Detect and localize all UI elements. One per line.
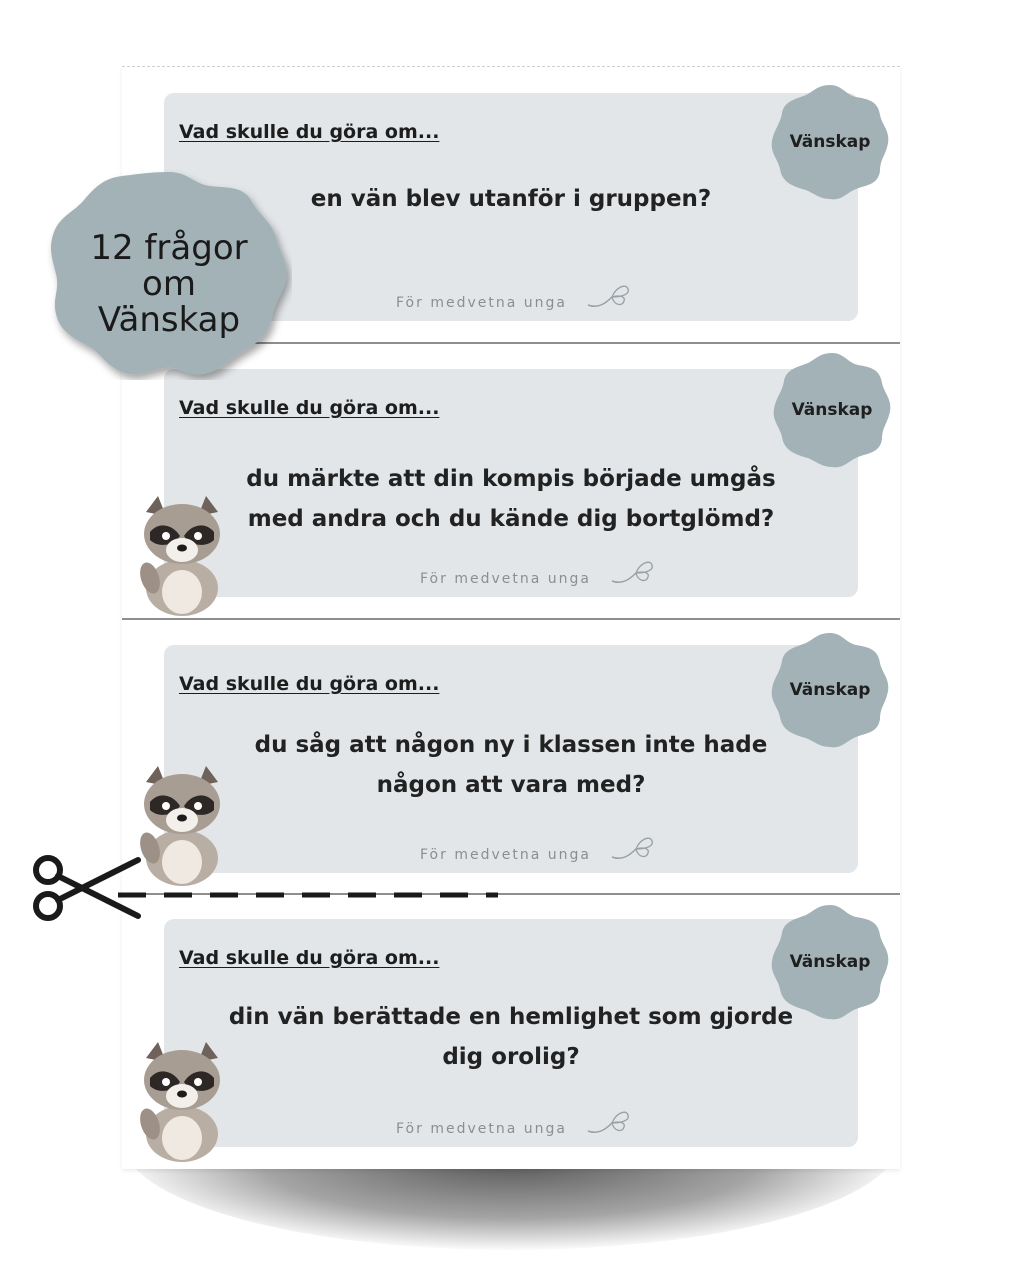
cut-line — [118, 892, 498, 898]
butterfly-icon — [610, 555, 662, 589]
category-badge — [768, 629, 892, 751]
title-stamp — [46, 168, 292, 380]
category-label: Vänskap — [791, 400, 873, 420]
category-badge — [768, 901, 892, 1023]
category-label: Vänskap — [789, 680, 871, 700]
question-line: din vän berättade en hemlighet som gjorde — [228, 1004, 794, 1030]
butterfly-icon — [586, 1105, 638, 1139]
category-label: Vänskap — [789, 132, 871, 152]
question-line: en vän blev utanför i gruppen? — [310, 186, 712, 212]
footer-text: För medvetna unga — [396, 295, 567, 311]
card-footer — [420, 847, 591, 863]
footer-text: För medvetna unga — [420, 571, 591, 587]
category-badge — [770, 349, 894, 471]
butterfly-icon — [610, 831, 662, 865]
question-line: någon att vara med? — [376, 772, 646, 798]
card-question — [224, 459, 798, 539]
stamp-text — [46, 230, 292, 338]
question-line: med andra och du kände dig bortglömd? — [247, 506, 775, 532]
footer-text: För medvetna unga — [396, 1121, 567, 1137]
butterfly-icon — [586, 279, 638, 313]
category-label: Vänskap — [789, 952, 871, 972]
question-line: dig orolig? — [442, 1044, 580, 1070]
card-footer — [396, 1121, 567, 1137]
question-line: du märkte att din kompis började umgås — [246, 466, 776, 492]
scissors-icon — [30, 852, 142, 924]
card-intro: Vad skulle du göra om... — [179, 673, 440, 695]
stamp-line: 12 frågor — [90, 228, 248, 268]
raccoon-illustration — [130, 492, 234, 616]
card-footer — [396, 295, 567, 311]
card-intro: Vad skulle du göra om... — [179, 121, 440, 143]
card-question — [224, 997, 798, 1077]
raccoon-illustration — [130, 1038, 234, 1162]
card-intro: Vad skulle du göra om... — [179, 947, 440, 969]
card-divider — [122, 618, 900, 620]
card-footer — [420, 571, 591, 587]
card-question — [224, 179, 798, 219]
card-intro: Vad skulle du göra om... — [179, 397, 440, 419]
question-card-2[interactable] — [164, 369, 858, 597]
question-card-3[interactable] — [164, 645, 858, 873]
question-line: du såg att någon ny i klassen inte hade — [254, 732, 768, 758]
card-question — [224, 725, 798, 805]
category-badge — [768, 81, 892, 203]
raccoon-illustration — [130, 762, 234, 886]
question-card-4[interactable] — [164, 919, 858, 1147]
stamp-line: om — [142, 264, 196, 304]
stamp-line: Vänskap — [97, 300, 241, 340]
footer-text: För medvetna unga — [420, 847, 591, 863]
